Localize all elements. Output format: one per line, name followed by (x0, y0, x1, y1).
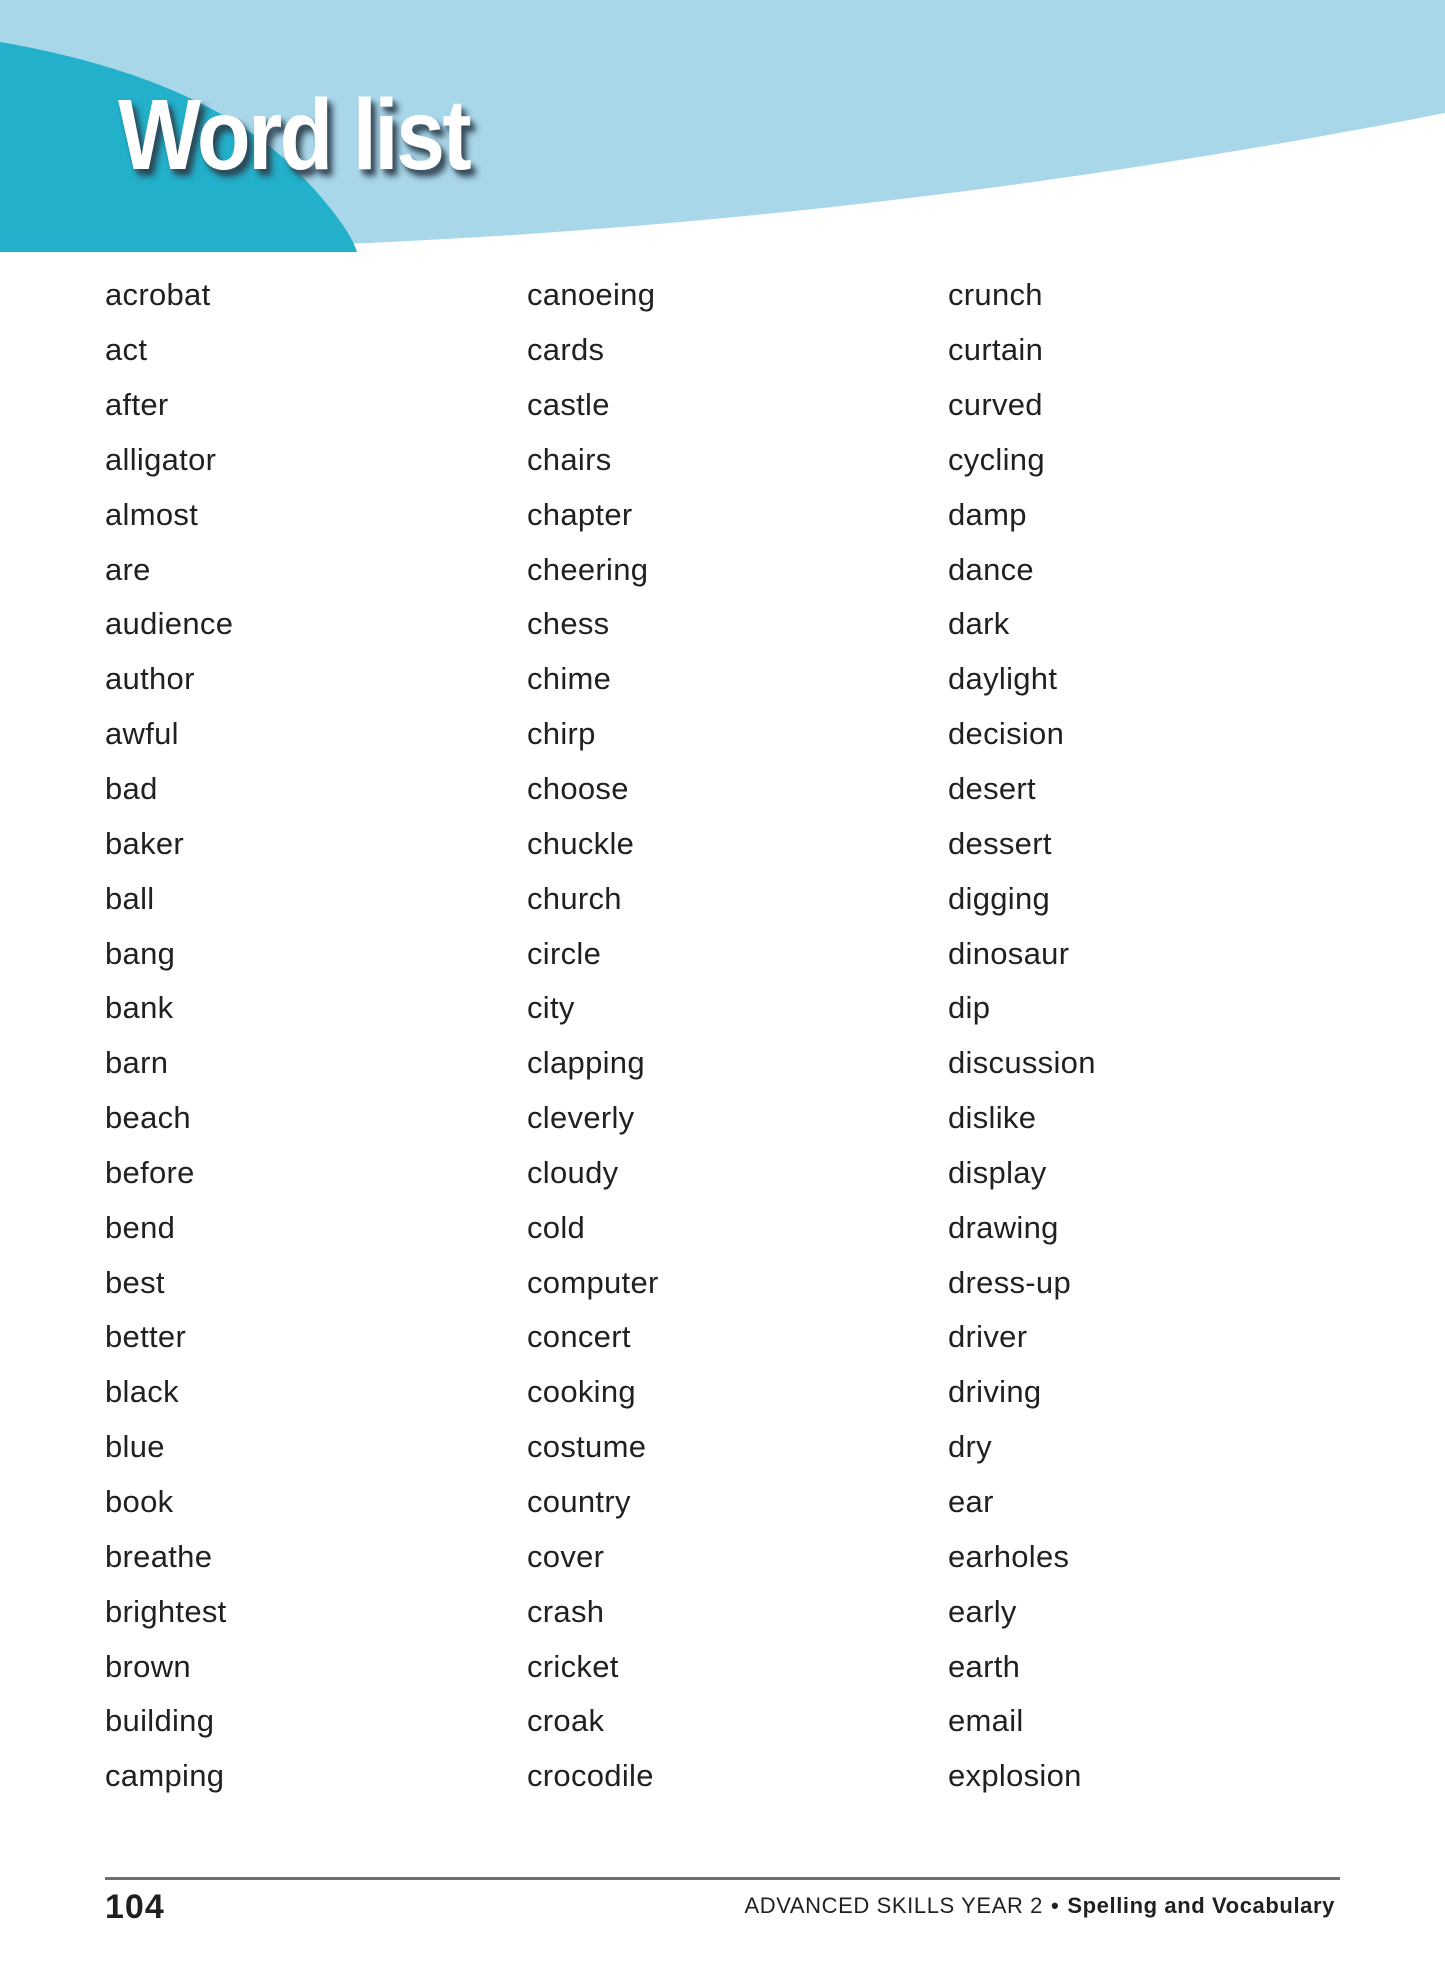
word-item: computer (527, 1264, 659, 1300)
word-item: dip (948, 990, 991, 1026)
word-item: castle (527, 387, 610, 423)
word-item: desert (948, 771, 1036, 807)
word-item: dry (948, 1429, 992, 1465)
word-item: ball (105, 880, 155, 916)
word-item: damp (948, 496, 1027, 532)
page-header (0, 0, 1445, 265)
word-item: digging (948, 880, 1051, 916)
word-item: chime (527, 661, 612, 697)
word-item: audience (105, 606, 234, 642)
word-item: email (948, 1703, 1024, 1739)
word-item: dislike (948, 1100, 1037, 1136)
word-item: cricket (527, 1648, 619, 1684)
word-item: chapter (527, 496, 633, 532)
word-item: cover (527, 1538, 605, 1574)
word-item: costume (527, 1429, 647, 1465)
word-item: cheering (527, 551, 649, 587)
word-item: camping (105, 1758, 225, 1794)
word-item: canoeing (527, 277, 656, 313)
word-item: alligator (105, 441, 217, 477)
word-item: earth (948, 1648, 1021, 1684)
word-item: bad (105, 771, 158, 807)
word-item: chess (527, 606, 610, 642)
page-number: 104 (105, 1888, 165, 1926)
footer-divider (105, 1877, 1340, 1880)
word-item: dark (948, 606, 1010, 642)
word-item: awful (105, 716, 179, 752)
footer-series-label: ADVANCED SKILLS YEAR 2 (744, 1893, 1044, 1918)
word-item: building (105, 1703, 215, 1739)
word-item: curtain (948, 332, 1044, 368)
word-column-1 (105, 268, 495, 1804)
word-item: cycling (948, 441, 1045, 477)
word-item: driving (948, 1374, 1042, 1410)
word-item: church (527, 880, 622, 916)
word-item: blue (105, 1429, 165, 1465)
word-item: best (105, 1264, 165, 1300)
word-item: cleverly (527, 1100, 635, 1136)
footer-subject-label: Spelling and Vocabulary (1067, 1893, 1335, 1918)
word-item: bend (105, 1209, 176, 1245)
word-item: act (105, 332, 148, 368)
word-item: bang (105, 935, 176, 971)
word-item: drawing (948, 1209, 1059, 1245)
word-item: before (105, 1154, 195, 1190)
word-item: dessert (948, 825, 1052, 861)
word-item: baker (105, 825, 185, 861)
word-item: clapping (527, 1045, 645, 1081)
word-item: concert (527, 1319, 631, 1355)
word-item: dinosaur (948, 935, 1070, 971)
word-item: explosion (948, 1758, 1082, 1794)
word-item: driver (948, 1319, 1028, 1355)
word-item: bank (105, 990, 174, 1026)
word-item: book (105, 1483, 174, 1519)
word-item: circle (527, 935, 602, 971)
word-item: croak (527, 1703, 605, 1739)
word-item: black (105, 1374, 179, 1410)
footer-bullet-icon: • (1051, 1893, 1060, 1918)
word-item: better (105, 1319, 187, 1355)
word-item: author (105, 661, 195, 697)
word-item: cloudy (527, 1154, 619, 1190)
word-column-3 (948, 268, 1338, 1804)
word-item: discussion (948, 1045, 1096, 1081)
word-item: display (948, 1154, 1047, 1190)
word-item: earholes (948, 1538, 1070, 1574)
word-item: brightest (105, 1593, 227, 1629)
word-item: dance (948, 551, 1034, 587)
word-item: chairs (527, 441, 612, 477)
word-item: chuckle (527, 825, 635, 861)
word-item: country (527, 1483, 631, 1519)
word-item: choose (527, 771, 629, 807)
word-item: daylight (948, 661, 1058, 697)
word-item: are (105, 551, 151, 587)
word-item: crocodile (527, 1758, 654, 1794)
word-item: breathe (105, 1538, 213, 1574)
word-item: brown (105, 1648, 191, 1684)
word-item: barn (105, 1045, 169, 1081)
word-item: almost (105, 496, 199, 532)
word-item: decision (948, 716, 1065, 752)
word-item: dress-up (948, 1264, 1072, 1300)
word-item: cold (527, 1209, 586, 1245)
word-item: cooking (527, 1374, 636, 1410)
word-item: cards (527, 332, 605, 368)
word-item: chirp (527, 716, 596, 752)
word-item: city (527, 990, 575, 1026)
word-item: curved (948, 387, 1043, 423)
page-title: Word list (118, 79, 470, 191)
footer-caption (745, 1893, 1336, 1919)
word-item: crunch (948, 277, 1043, 313)
word-item: crash (527, 1593, 605, 1629)
word-item: after (105, 387, 169, 423)
word-item: acrobat (105, 277, 211, 313)
word-item: beach (105, 1100, 191, 1136)
word-column-2 (527, 268, 917, 1804)
word-item: early (948, 1593, 1017, 1629)
word-item: ear (948, 1483, 994, 1519)
